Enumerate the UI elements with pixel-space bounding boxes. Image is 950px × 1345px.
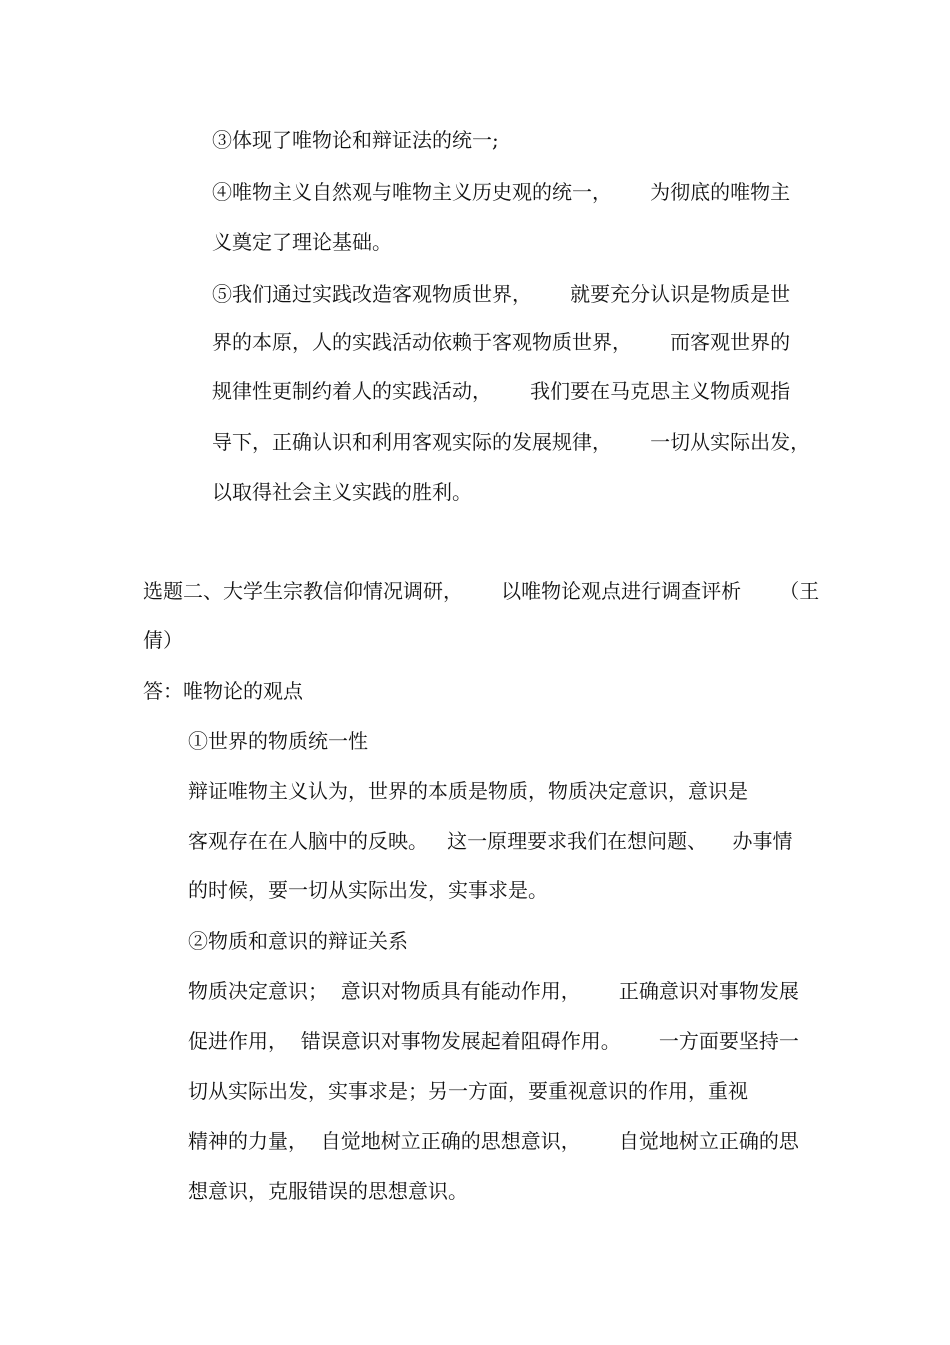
point-1-line-3: 的时候，要一切从实际出发，实事求是。 — [188, 878, 548, 902]
item-5-line-3: 规律性更制约着人的实践活动， 我们要在马克思主义物质观指 — [212, 379, 791, 403]
point-2-line-4: 精神的力量， 自觉地树立正确的思想意识， 自觉地树立正确的思 — [188, 1129, 799, 1153]
item-4-line-1: ④唯物主义自然观与唯物主义历史观的统一， 为彻底的唯物主 — [212, 180, 791, 204]
answer-intro: 答：唯物论的观点 — [143, 679, 303, 703]
point-2-line-3: 切从实际出发，实事求是；另一方面，要重视意识的作用，重视 — [188, 1079, 748, 1103]
item-5-line-2: 界的本原，人的实践活动依赖于客观物质世界， 而客观世界的 — [212, 330, 791, 354]
point-2-line-2: 促进作用， 错误意识对事物发展起着阻碍作用。 一方面要坚持一 — [188, 1029, 799, 1053]
topic-heading-line-2: 倩） — [143, 628, 183, 652]
point-1-line-2: 客观存在在人脑中的反映。 这一原理要求我们在想问题、 办事情 — [188, 829, 793, 853]
point-1-heading: ①世界的物质统一性 — [188, 729, 368, 753]
point-2-line-1: 物质决定意识； 意识对物质具有能动作用， 正确意识对事物发展 — [188, 979, 799, 1003]
item-3: ③体现了唯物论和辩证法的统一; — [212, 128, 499, 152]
point-2-line-5: 想意识，克服错误的思想意识。 — [188, 1179, 468, 1203]
point-1-line-1: 辩证唯物主义认为，世界的本质是物质，物质决定意识，意识是 — [188, 779, 748, 803]
item-4-line-2: 义奠定了理论基础。 — [212, 230, 392, 254]
item-5-line-5: 以取得社会主义实践的胜利。 — [212, 480, 472, 504]
point-2-heading: ②物质和意识的辩证关系 — [188, 929, 408, 953]
item-5-line-4: 导下，正确认识和利用客观实际的发展规律， 一切从实际出发， — [212, 430, 811, 454]
topic-heading-line-1: 选题二、大学生宗教信仰情况调研， 以唯物论观点进行调查评析 （王 — [143, 579, 820, 603]
item-5-line-1: ⑤我们通过实践改造客观物质世界， 就要充分认识是物质是世 — [212, 282, 791, 306]
